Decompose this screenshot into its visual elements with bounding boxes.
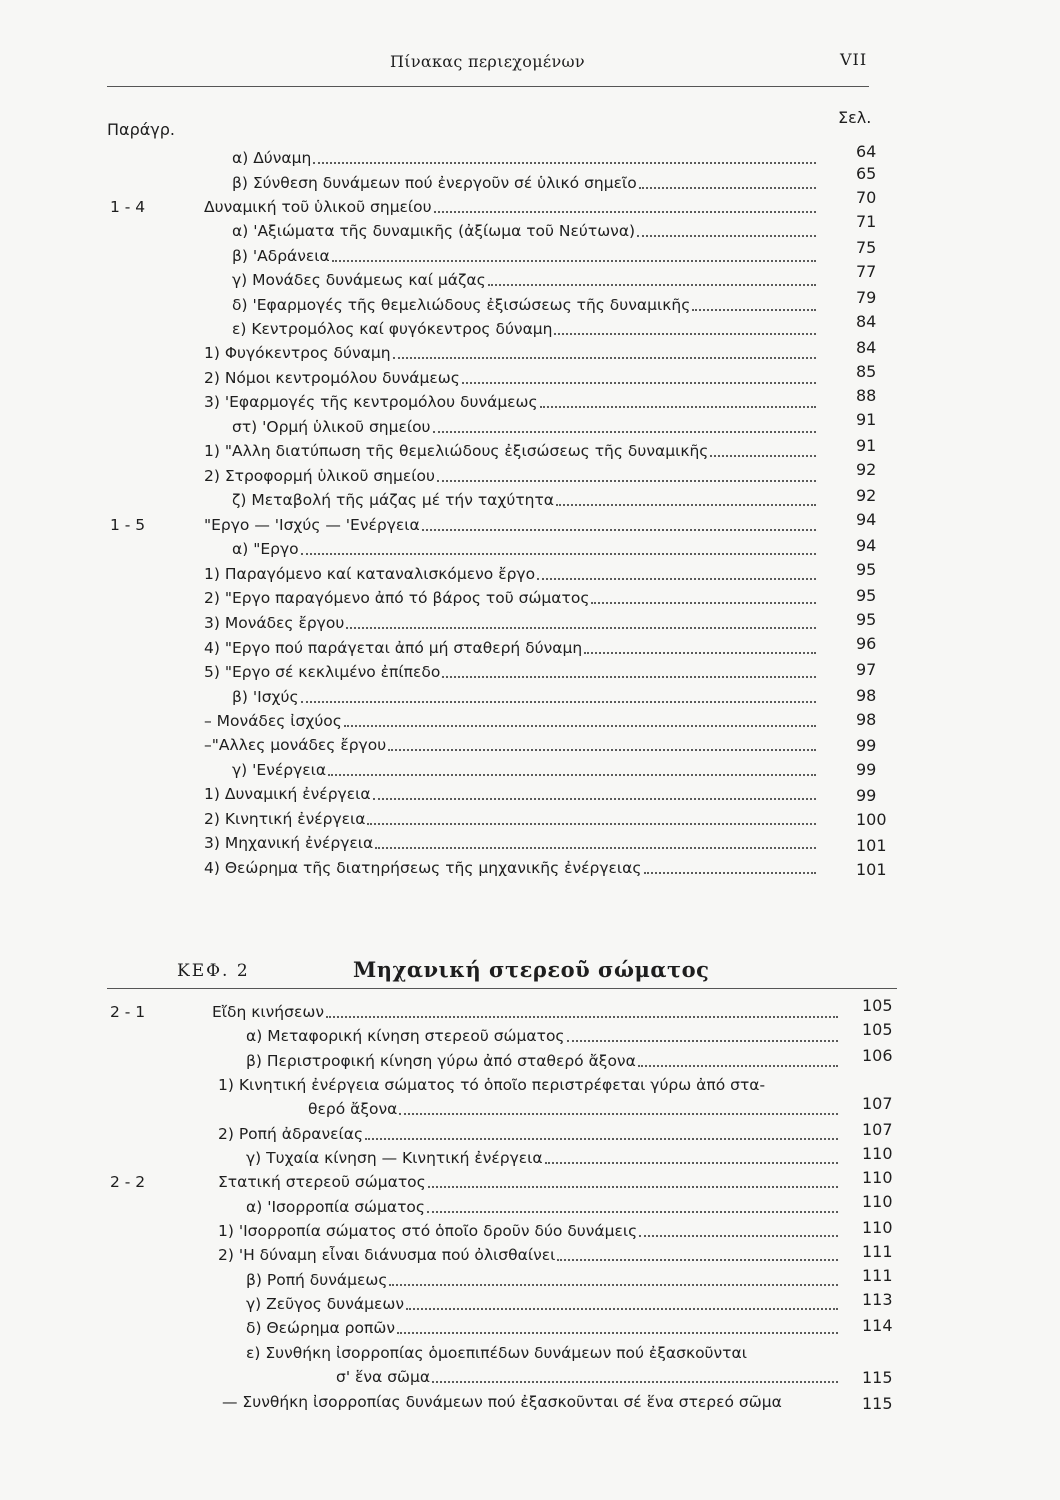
dot-leader [373, 798, 816, 800]
toc-entry-title: ε) Κεντρομόλος καί φυγόκεντρος δύναμη [232, 320, 553, 338]
toc-page-number: 91 [856, 410, 877, 429]
toc-page-number: 110 [862, 1144, 893, 1163]
toc-page-number: 92 [856, 460, 877, 479]
toc-entry-title: 1) Δυναμική ἐνέργεια [204, 785, 371, 803]
toc-entry [212, 1000, 842, 1024]
toc-entry [218, 1219, 842, 1243]
dot-leader [639, 1235, 838, 1237]
toc-entry-title: Στατική στερεοῦ σώματος [218, 1173, 426, 1191]
toc-entry-title: δ) Θεώρημα ροπῶν [246, 1319, 395, 1337]
dot-leader [554, 333, 816, 335]
toc-entry [232, 268, 820, 292]
toc-page-number: 110 [862, 1192, 893, 1211]
dot-leader [638, 1065, 838, 1067]
toc-entry-title: α) Μεταφορική κίνηση στερεοῦ σώματος [246, 1027, 565, 1045]
toc-entry-title: – Μονάδες ἰσχύος [204, 712, 342, 730]
toc-entry-title: 4) Θεώρημα τῆς διατηρήσεως τῆς μηχανικῆς ἐνέργειας [204, 859, 642, 877]
dot-leader [344, 725, 816, 727]
toc-entry-title: 1) Φυγόκεντρος δύναμη [204, 344, 391, 362]
dot-leader [406, 1308, 838, 1310]
toc-page-number: 95 [856, 610, 877, 629]
dot-leader [328, 774, 816, 776]
dot-leader [393, 357, 816, 359]
toc-page-number: 99 [856, 736, 877, 755]
toc-entry-title: — Συνθήκη ἰσορροπίας δυνάμεων πού ἐξασκοῦνται σέ ἕνα στερεό σῶμα [222, 1393, 782, 1411]
toc-page-number: 75 [856, 238, 877, 257]
toc-page-number: 107 [862, 1094, 893, 1113]
toc-entry-title: Εἴδη κινήσεων [212, 1003, 324, 1021]
toc-entry-continuation [308, 1097, 842, 1121]
toc-entry [218, 1073, 842, 1097]
toc-page-number: 99 [856, 786, 877, 805]
dot-leader [557, 1259, 838, 1261]
toc-entry [246, 1146, 842, 1170]
toc-entry [232, 244, 820, 268]
toc-entry-title-continued: θερό ἄξονα [308, 1100, 398, 1118]
toc-page-number: 71 [856, 212, 877, 231]
toc-page-number: 113 [862, 1290, 893, 1309]
toc-entry-title: α) "Εργο [232, 540, 299, 558]
toc-page-number: 85 [856, 362, 877, 381]
section-number: 2 - 1 [110, 1003, 146, 1021]
toc-entry [204, 782, 820, 806]
dot-leader [591, 602, 816, 604]
toc-entry [204, 586, 820, 610]
dot-leader [692, 309, 816, 311]
toc-entry [232, 537, 820, 561]
dot-leader [399, 1113, 838, 1115]
toc-page-number: 98 [856, 710, 877, 729]
toc-entry [204, 709, 820, 733]
toc-entry [246, 1341, 842, 1365]
toc-entry [232, 415, 820, 439]
toc-page-number: 96 [856, 634, 877, 653]
toc-entry [204, 856, 820, 880]
toc-entry [218, 1170, 842, 1194]
toc-entry [232, 293, 820, 317]
toc-page-number: 70 [856, 188, 877, 207]
dot-leader [639, 187, 816, 189]
page-number: VII [840, 50, 868, 69]
toc-page-number: 101 [856, 860, 887, 879]
toc-entry-title: β) Ροπή δυνάμεως [246, 1271, 388, 1289]
dot-leader [432, 1381, 838, 1383]
toc-entry-title: 4) "Εργο πού παράγεται ἀπό μή σταθερή δύναμη [204, 639, 583, 657]
paragraph-column-label: Παράγρ. [107, 120, 175, 139]
toc-entry-title: "Εργο — 'Ισχύς — 'Ενέργεια [204, 516, 420, 534]
dot-leader [556, 504, 816, 506]
toc-entry-title: β) Σύνθεση δυνάμεων πού ἐνεργοῦν σέ ὑλικό σημεῖο [232, 174, 637, 192]
toc-page-number: 100 [856, 810, 887, 829]
page-column-label: Σελ. [838, 108, 872, 127]
toc-entry [232, 758, 820, 782]
toc-entry-title: α) Δύναμη [232, 149, 312, 167]
toc-entry [204, 611, 820, 635]
toc-page-number: 105 [862, 1020, 893, 1039]
toc-entry [204, 660, 820, 684]
toc-entry-title: γ) Ζεῦγος δυνάμεων [246, 1295, 404, 1313]
toc-entry-title: β) 'Ισχύς [232, 688, 299, 706]
dot-leader [301, 553, 816, 555]
toc-entry [232, 146, 820, 170]
dot-leader [332, 260, 816, 262]
toc-page-number: 110 [862, 1168, 893, 1187]
toc-entry-title: 3) Μονάδες ἔργου [204, 614, 345, 632]
toc-entry [204, 807, 820, 831]
toc-entry-title-continued: σ' ἕνα σῶμα [336, 1368, 431, 1386]
dot-leader [326, 1016, 838, 1018]
toc-page-number: 95 [856, 560, 877, 579]
toc-page-number: 91 [856, 436, 877, 455]
toc-entry-title: στ) 'Ορμή ὑλικοῦ σημείου [232, 418, 431, 436]
toc-entry-continuation [336, 1365, 842, 1389]
toc-entry [204, 390, 820, 414]
dot-leader [437, 480, 816, 482]
toc-page-number: 92 [856, 486, 877, 505]
toc-page-number: 114 [862, 1316, 893, 1335]
dot-leader [375, 847, 816, 849]
dot-leader [488, 284, 816, 286]
toc-entry [204, 341, 820, 365]
toc-entry-title: β) Περιστροφική κίνηση γύρω ἀπό σταθερό ἄξονα [246, 1052, 636, 1070]
dot-leader [442, 676, 816, 678]
toc-page-number: 84 [856, 312, 877, 331]
dot-leader [710, 455, 816, 457]
toc-entry [246, 1292, 842, 1316]
toc-page-number: 101 [856, 836, 887, 855]
toc-entry-title: 1) Κινητική ἐνέργεια σώματος τό ὁποῖο περιστρέφεται γύρω ἀπό στα- [218, 1076, 766, 1094]
dot-leader [313, 162, 816, 164]
toc-entry-title: 2) Κινητική ἐνέργεια [204, 810, 366, 828]
toc-page-number: 107 [862, 1120, 893, 1139]
toc-entry [232, 685, 820, 709]
toc-page-number: 77 [856, 262, 877, 281]
dot-leader [545, 1162, 838, 1164]
toc-page-number: 88 [856, 386, 877, 405]
toc-entry-title: 3) Μηχανική ἐνέργεια [204, 834, 374, 852]
toc-entry-title: 1) Παραγόμενο καί καταναλισκόμενο ἔργο [204, 565, 536, 583]
dot-leader [422, 529, 816, 531]
toc-entry [204, 513, 820, 537]
toc-page-number: 84 [856, 338, 877, 357]
toc-entry [218, 1243, 842, 1267]
dot-leader [388, 749, 816, 751]
section-number: 1 - 4 [110, 198, 146, 216]
toc-entry [232, 488, 820, 512]
dot-leader [397, 1332, 838, 1334]
chapter-label: ΚΕΦ. 2 [177, 961, 250, 981]
toc-page-number: 97 [856, 660, 877, 679]
toc-entry [222, 1390, 842, 1414]
toc-entry-title: 1) "Αλλη διατύπωση τῆς θεμελιώδους ἐξισώσεως τῆς δυναμικῆς [204, 442, 709, 460]
toc-entry [204, 562, 820, 586]
dot-leader [434, 211, 816, 213]
dot-leader [433, 431, 816, 433]
toc-entry-title: 2) Νόμοι κεντρομόλου δυνάμεως [204, 369, 460, 387]
toc-entry-title: α) 'Ισορροπία σώματος [246, 1198, 426, 1216]
toc-entry [204, 439, 820, 463]
toc-entry-title: 2) 'Η δύναμη εἶναι διάνυσμα πού ὀλισθαίνει [218, 1246, 556, 1264]
toc-entry-title: Δυναμική τοῦ ὑλικοῦ σημείου [204, 198, 432, 216]
toc-page-number: 106 [862, 1046, 893, 1065]
toc-page-number: 65 [856, 164, 877, 183]
toc-entry-title: 3) 'Εφαρμογές τῆς κεντρομόλου δυνάμεως [204, 393, 538, 411]
section-number: 2 - 2 [110, 1173, 146, 1191]
toc-page-number: 111 [862, 1242, 893, 1261]
toc-entry-title: α) 'Αξιώματα τῆς δυναμικῆς (ἀξίωμα τοῦ Νεύτωνα) [232, 222, 636, 240]
toc-entry-title: γ) 'Ενέργεια [232, 761, 327, 779]
toc-entry [246, 1195, 842, 1219]
toc-entry-title: 5) "Εργο σέ κεκλιμένο ἐπίπεδο [204, 663, 441, 681]
dot-leader [462, 382, 816, 384]
section-number: 1 - 5 [110, 516, 146, 534]
dot-leader [540, 406, 816, 408]
toc-page-number: 94 [856, 510, 877, 529]
toc-entry [204, 464, 820, 488]
toc-entry [246, 1316, 842, 1340]
dot-leader [367, 823, 816, 825]
toc-entry [204, 195, 820, 219]
toc-page-number: 64 [856, 142, 877, 161]
toc-entry [232, 219, 820, 243]
toc-page-number: 79 [856, 288, 877, 307]
toc-page-number: 110 [862, 1218, 893, 1237]
toc-entry-title: β) 'Αδράνεια [232, 247, 330, 265]
toc-entry [218, 1122, 842, 1146]
toc-entry-title: 2) Ροπή ἀδρανείας [218, 1125, 364, 1143]
toc-entry [204, 636, 820, 660]
toc-page-number: 98 [856, 686, 877, 705]
chapter-title: Μηχανική στερεοῦ σώματος [353, 957, 710, 982]
toc-page-number: 99 [856, 760, 877, 779]
toc-page-number: 115 [862, 1394, 893, 1413]
toc-page-number: 94 [856, 536, 877, 555]
toc-entry [232, 171, 820, 195]
dot-leader [428, 1186, 838, 1188]
toc-entry-title: 2) Στροφορμή ὑλικοῦ σημείου [204, 467, 435, 485]
toc-entry-title: 2) "Εργο παραγόμενο ἀπό τό βάρος τοῦ σώματος [204, 589, 590, 607]
toc-page-number: 111 [862, 1266, 893, 1285]
dot-leader [537, 578, 816, 580]
toc-page-number: 115 [862, 1368, 893, 1387]
toc-page-number: 95 [856, 586, 877, 605]
dot-leader [389, 1284, 838, 1286]
dot-leader [427, 1211, 838, 1213]
dot-leader [644, 872, 817, 874]
toc-entry [204, 831, 820, 855]
toc-entry-title: γ) Μονάδες δυνάμεως καί μάζας [232, 271, 486, 289]
dot-leader [637, 235, 816, 237]
toc-entry [246, 1049, 842, 1073]
dot-leader [365, 1138, 838, 1140]
toc-entry [232, 317, 820, 341]
toc-entry [246, 1024, 842, 1048]
toc-entry-title: ε) Συνθήκη ἰσορροπίας ὁμοεπιπέδων δυνάμεων πού ἐξασκοῦνται [246, 1344, 747, 1362]
toc-entry-title: δ) 'Εφαρμογές τῆς θεμελιώδους ἐξισώσεως τῆς δυναμικῆς [232, 296, 691, 314]
dot-leader [567, 1040, 838, 1042]
toc-entry-title: γ) Τυχαία κίνηση — Κινητική ἐνέργεια [246, 1149, 543, 1167]
toc-entry [246, 1268, 842, 1292]
toc-entry-title: ζ) Μεταβολή τῆς μάζας μέ τήν ταχύτητα [232, 491, 555, 509]
toc-entry-title: 1) 'Ισορροπία σώματος στό ὁποῖο δροῦν δύο δυνάμεις [218, 1222, 638, 1240]
toc-entry [204, 733, 820, 757]
dot-leader [301, 701, 816, 703]
toc-entry [204, 366, 820, 390]
toc-page-number: 105 [862, 996, 893, 1015]
dot-leader [584, 652, 816, 654]
toc-entry-title: –"Αλλες μονάδες ἔργου [204, 736, 387, 754]
page-title: Πίνακας περιεχομένων [390, 52, 585, 71]
dot-leader [346, 627, 816, 629]
